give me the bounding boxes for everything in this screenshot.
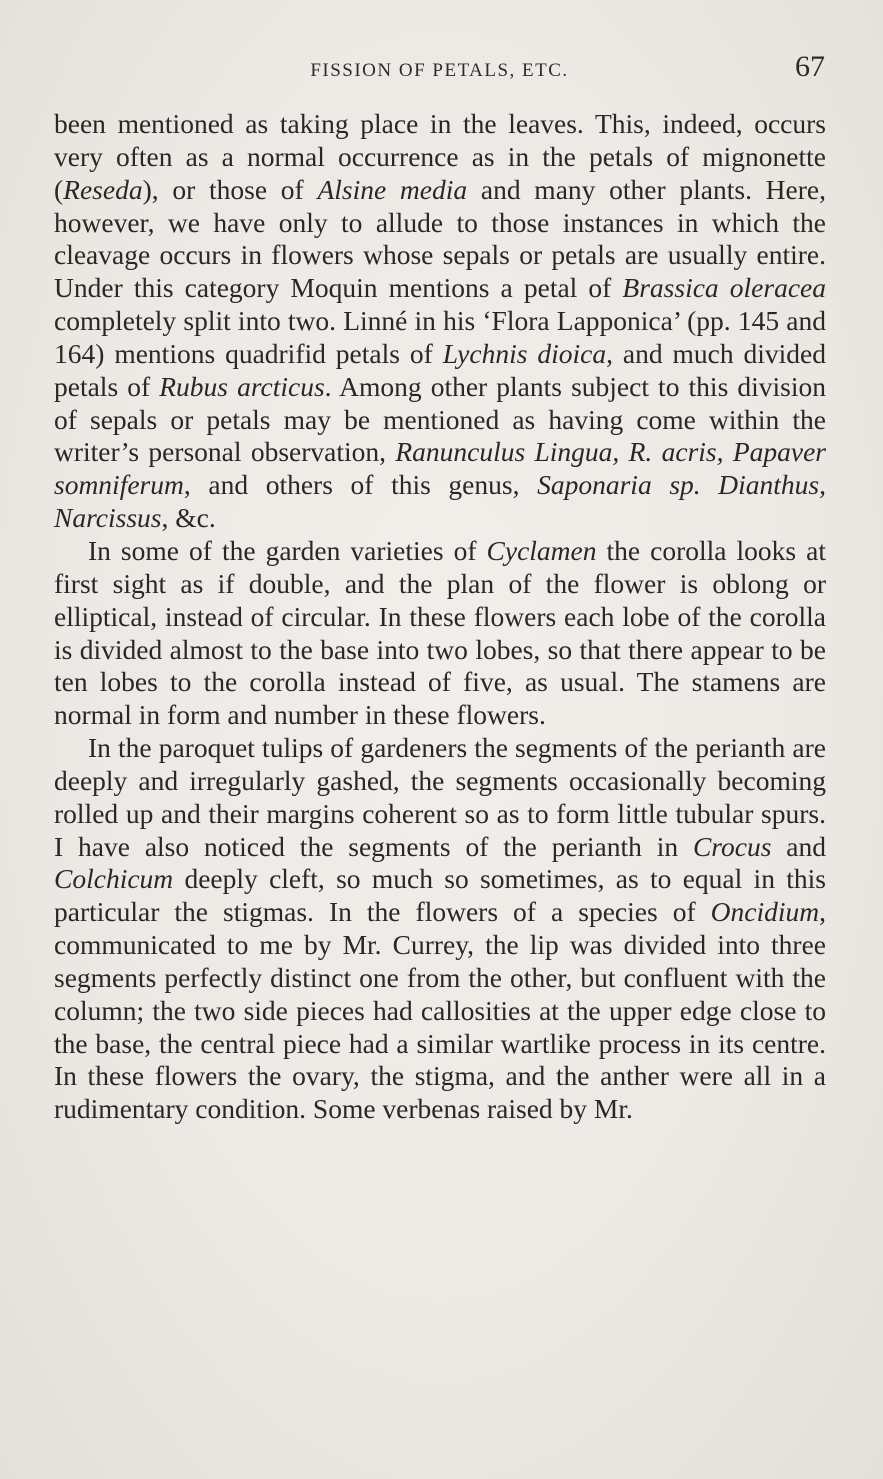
body-text <box>54 108 826 1126</box>
text-run: , and much divided petals of <box>54 337 826 402</box>
italic-text-run: Oncidium <box>710 896 820 928</box>
text-run: the corolla looks at first sight as if double, and the plan of the flower is oblong or elliptical, instead of circular. In these flowers each lobe of the corolla is divided almost to the base into two lobes, so that there appear to be ten lobes to the corolla instead of five, as usual. The stamens are normal in form and number in these flowers. <box>54 534 826 731</box>
italic-text-run: Colchicum <box>54 863 174 895</box>
italic-text-run: Cyclamen <box>486 534 597 566</box>
running-head: FISSION OF PETALS, ETC. <box>310 60 569 81</box>
text-run: and <box>771 830 826 862</box>
text-run: and many other plants. Here, however, we have only to allude to those instances in which the cleavage occurs in flowers whose sepals or petals are usually entire. Under this category Moquin mentions a petal of <box>54 173 826 304</box>
text-run: , &c. <box>161 502 216 534</box>
page-header <box>54 50 825 86</box>
text-run: In the paroquet tulips of gardeners the segments of the perianth are deeply and irregularly gashed, the segments occasionally becoming rolled up and their margins coherent so as to form little tubular spurs. I have also noticed the segments of the perianth in <box>54 732 826 862</box>
paragraph-cyclamen <box>54 535 826 732</box>
text-run: . Among other plants subject to this division of sepals or petals may be mentioned as having come within the writer’s personal observation, <box>54 370 826 468</box>
text-run: In some of the garden varieties of <box>88 534 487 566</box>
italic-text-run: Alsine media <box>317 173 468 205</box>
text-run: ), or those of <box>142 173 318 205</box>
italic-text-run: Crocus <box>692 830 772 862</box>
italic-text-run: Brassica oleracea <box>622 272 826 304</box>
italic-text-run: Lychnis dioica <box>442 337 607 369</box>
text-run: , and others of this genus, <box>183 469 538 501</box>
text-run: completely split into two. Linné in his ‘Flora Lapponica’ (pp. 145 and 164) mentions quadrifid petals of <box>54 305 826 369</box>
italic-text-run: Reseda <box>63 173 143 205</box>
italic-text-run: Rubus arcticus <box>159 370 325 402</box>
paragraph-fission-examples <box>54 108 826 535</box>
text-run: been mentioned as taking place in the leaves. This, indeed, occurs very often as a normal occurrence as in the petals of mignonette ( <box>54 108 826 205</box>
italic-text-run: Ranunculus Lingua, R. acris, Papaver somniferum <box>54 436 826 501</box>
text-run: deeply cleft, so much so sometimes, as to equal in this particular the stigmas. In the flowers of a species of <box>54 863 826 928</box>
page-number: 67 <box>795 50 825 83</box>
paragraph-tulips-oncidium <box>54 732 826 1126</box>
text-run: , communicated to me by Mr. Currey, the lip was divided into three segments perfectly distinct one from the other, but confluent with the column; the two side pieces had callosities at the upper edge close to the base, the central piece had a similar wartlike process in its centre. In these flowers the ovary, the stigma, and the anther were all in a rudimentary condition. Some verbenas raised by Mr. <box>54 896 826 1125</box>
italic-text-run: Saponaria sp. Dianthus, Narcissus <box>54 469 826 534</box>
